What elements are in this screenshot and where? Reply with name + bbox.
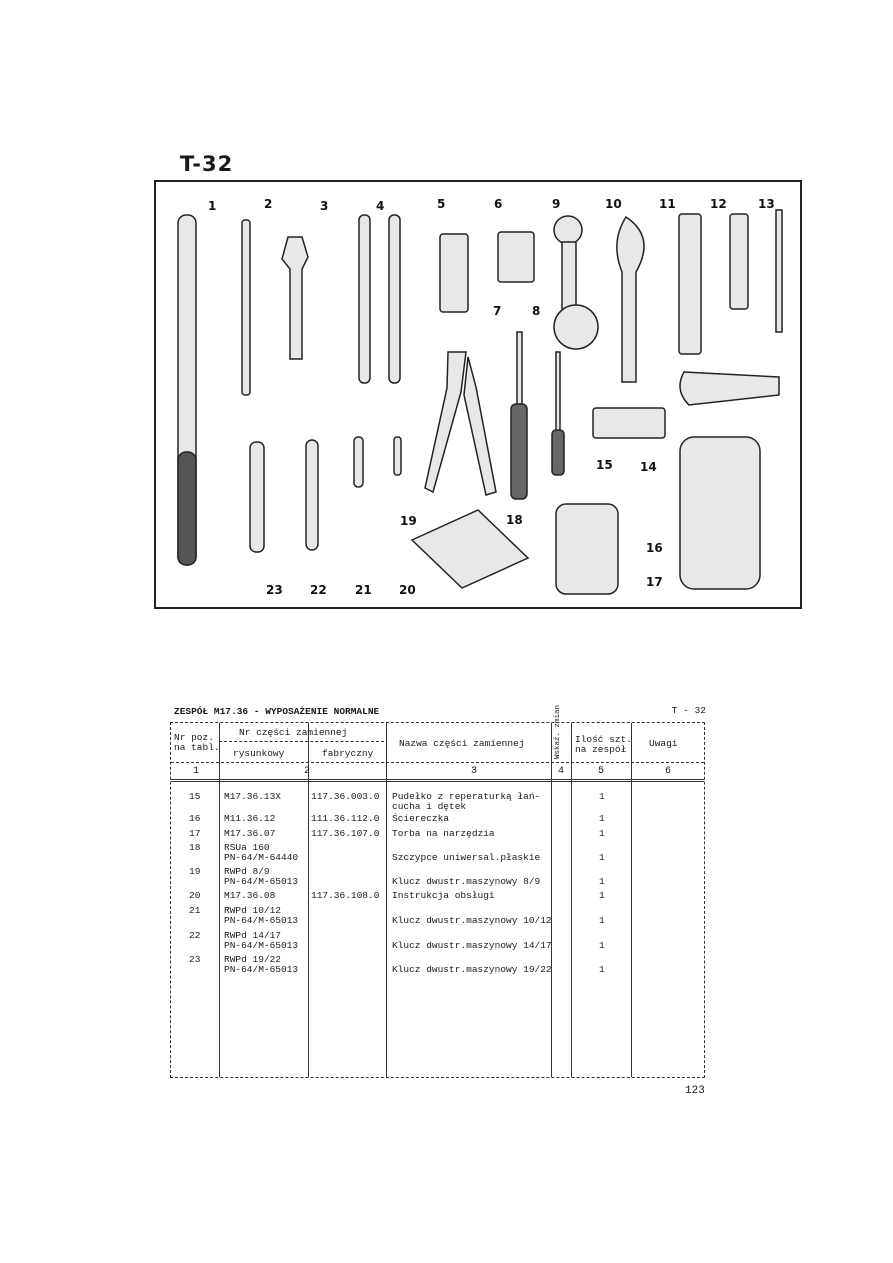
row-factory-number: 111.36.112.0 <box>311 813 380 824</box>
row-quantity: 1 <box>599 964 605 975</box>
tyre-lever-drawing <box>389 215 400 383</box>
box-spanner-drawing <box>498 232 534 282</box>
tool-roll-drawing <box>556 504 618 594</box>
sheet-title: T-32 <box>180 152 234 176</box>
row-quantity: 1 <box>599 876 605 887</box>
callout-label: 17 <box>646 575 663 589</box>
row-factory-number: 117.36.107.0 <box>311 828 380 839</box>
header-part-number: Nr części zamiennej <box>239 727 348 738</box>
callout-label: 19 <box>400 514 417 528</box>
row-quantity: 1 <box>599 852 605 863</box>
tool-bag-drawing <box>680 437 760 589</box>
row-position: 16 <box>189 813 201 824</box>
row-part-name: Klucz dwustr.maszynowy 8/9 <box>392 876 541 887</box>
tool-drawing <box>156 182 804 611</box>
column-number: 5 <box>598 766 605 777</box>
wrench-drawing <box>394 437 401 475</box>
callout-label: 13 <box>758 197 775 211</box>
callout-label: 12 <box>710 197 727 211</box>
hook-spanner-drawing <box>617 217 644 382</box>
row-drawing-number: M11.36.12 <box>224 813 276 824</box>
pin-drawing <box>776 210 782 332</box>
row-part-name: Klucz dwustr.maszynowy 10/12 <box>392 915 552 926</box>
repair-box-drawing <box>593 408 665 438</box>
screwdriver-drawing <box>556 352 560 432</box>
row-quantity: 1 <box>599 813 605 824</box>
page-number: 123 <box>685 1085 705 1097</box>
screwdriver-drawing <box>517 332 522 407</box>
row-drawing-number: M17.36.07 <box>224 828 276 839</box>
row-position: 19 <box>189 866 201 877</box>
row-part-name: Instrukcja obsługi <box>392 890 495 901</box>
callout-label: 2 <box>264 197 273 211</box>
header-factory-number: fabryczny <box>322 748 374 759</box>
row-drawing-number: RSUa 160 PN-64/M-64440 <box>224 842 299 863</box>
row-position: 21 <box>189 905 201 916</box>
callout-label: 3 <box>320 199 329 213</box>
box-spanner-drawing <box>730 214 748 309</box>
row-quantity: 1 <box>599 828 605 839</box>
sheet-reference: T - 32 <box>671 705 706 716</box>
header-part-name: Nazwa części zamiennej <box>399 738 525 749</box>
column-number: 1 <box>193 766 200 777</box>
row-factory-number: 117.36.108.0 <box>311 890 380 901</box>
row-quantity: 1 <box>599 940 605 951</box>
column-number: 2 <box>304 766 311 777</box>
row-position: 20 <box>189 890 201 901</box>
callout-label: 21 <box>355 583 372 597</box>
row-part-name: Ściereczka <box>392 813 450 824</box>
wrench-drawing <box>250 442 264 552</box>
callout-label: 14 <box>640 460 657 474</box>
tyre-lever-drawing <box>359 215 370 383</box>
row-quantity: 1 <box>599 791 605 802</box>
row-part-name: Klucz dwustr.maszynowy 14/17 <box>392 940 552 951</box>
row-quantity: 1 <box>599 890 605 901</box>
row-position: 17 <box>189 828 201 839</box>
pliers-drawing <box>425 352 466 492</box>
row-drawing-number: RWPd 19/22 PN-64/M-65013 <box>224 954 299 975</box>
wrench-drawing <box>354 437 363 487</box>
row-drawing-number: RWPd 10/12 PN-64/M-65013 <box>224 905 299 926</box>
header-notes: Uwagi <box>649 738 678 749</box>
callout-label: 22 <box>310 583 327 597</box>
group-title: ZESPÓŁ M17.36 - WYPOSAŻENIE NORMALNE <box>174 706 380 717</box>
row-part-name: Torba na narzędzia <box>392 828 495 839</box>
row-position: 18 <box>189 842 201 853</box>
callout-label: 11 <box>659 197 676 211</box>
header-quantity: Ilość szt. na zespół <box>575 734 633 755</box>
row-quantity: 1 <box>599 915 605 926</box>
callout-label: 15 <box>596 458 613 472</box>
row-factory-number: 117.36.003.0 <box>311 791 380 802</box>
row-part-name: Pudełko z reperaturką łań- cucha i dętek <box>392 791 541 812</box>
header-drawing-number: rysunkowy <box>233 748 285 759</box>
callout-label: 6 <box>494 197 503 211</box>
header-position: Nr poz. na tabl. <box>174 732 220 753</box>
callout-label: 5 <box>437 197 446 211</box>
callout-label: 18 <box>506 513 523 527</box>
callout-label: 1 <box>208 199 217 213</box>
cloth-drawing <box>680 372 779 405</box>
row-position: 22 <box>189 930 201 941</box>
header-change-indicator: Wskaź. zmian <box>554 704 562 759</box>
column-number: 4 <box>558 766 565 777</box>
callout-label: 23 <box>266 583 283 597</box>
box-spanner-drawing <box>679 214 701 354</box>
row-part-name: Szczypce uniwersal.płaskie <box>392 852 541 863</box>
column-number: 3 <box>471 766 478 777</box>
row-drawing-number: M17.36.08 <box>224 890 276 901</box>
row-position: 23 <box>189 954 201 965</box>
ring-spanner-drawing <box>554 216 582 244</box>
callout-label: 4 <box>376 199 385 213</box>
row-position: 15 <box>189 791 201 802</box>
row-drawing-number: RWPd 14/17 PN-64/M-65013 <box>224 930 299 951</box>
tool-kit-illustration <box>154 180 802 609</box>
callout-label: 8 <box>532 304 541 318</box>
column-number: 6 <box>665 766 672 777</box>
row-drawing-number: RWPd 8/9 PN-64/M-65013 <box>224 866 299 887</box>
callout-label: 9 <box>552 197 561 211</box>
callout-label: 16 <box>646 541 663 555</box>
callout-label: 20 <box>399 583 416 597</box>
row-part-name: Klucz dwustr.maszynowy 19/22 <box>392 964 552 975</box>
callout-label: 10 <box>605 197 622 211</box>
row-drawing-number: M17.36.13X <box>224 791 282 802</box>
box-spanner-drawing <box>440 234 468 312</box>
callout-label: 7 <box>493 304 502 318</box>
tommy-bar-drawing <box>242 220 250 395</box>
wrench-drawing <box>306 440 318 550</box>
c-spanner-drawing <box>282 237 308 359</box>
